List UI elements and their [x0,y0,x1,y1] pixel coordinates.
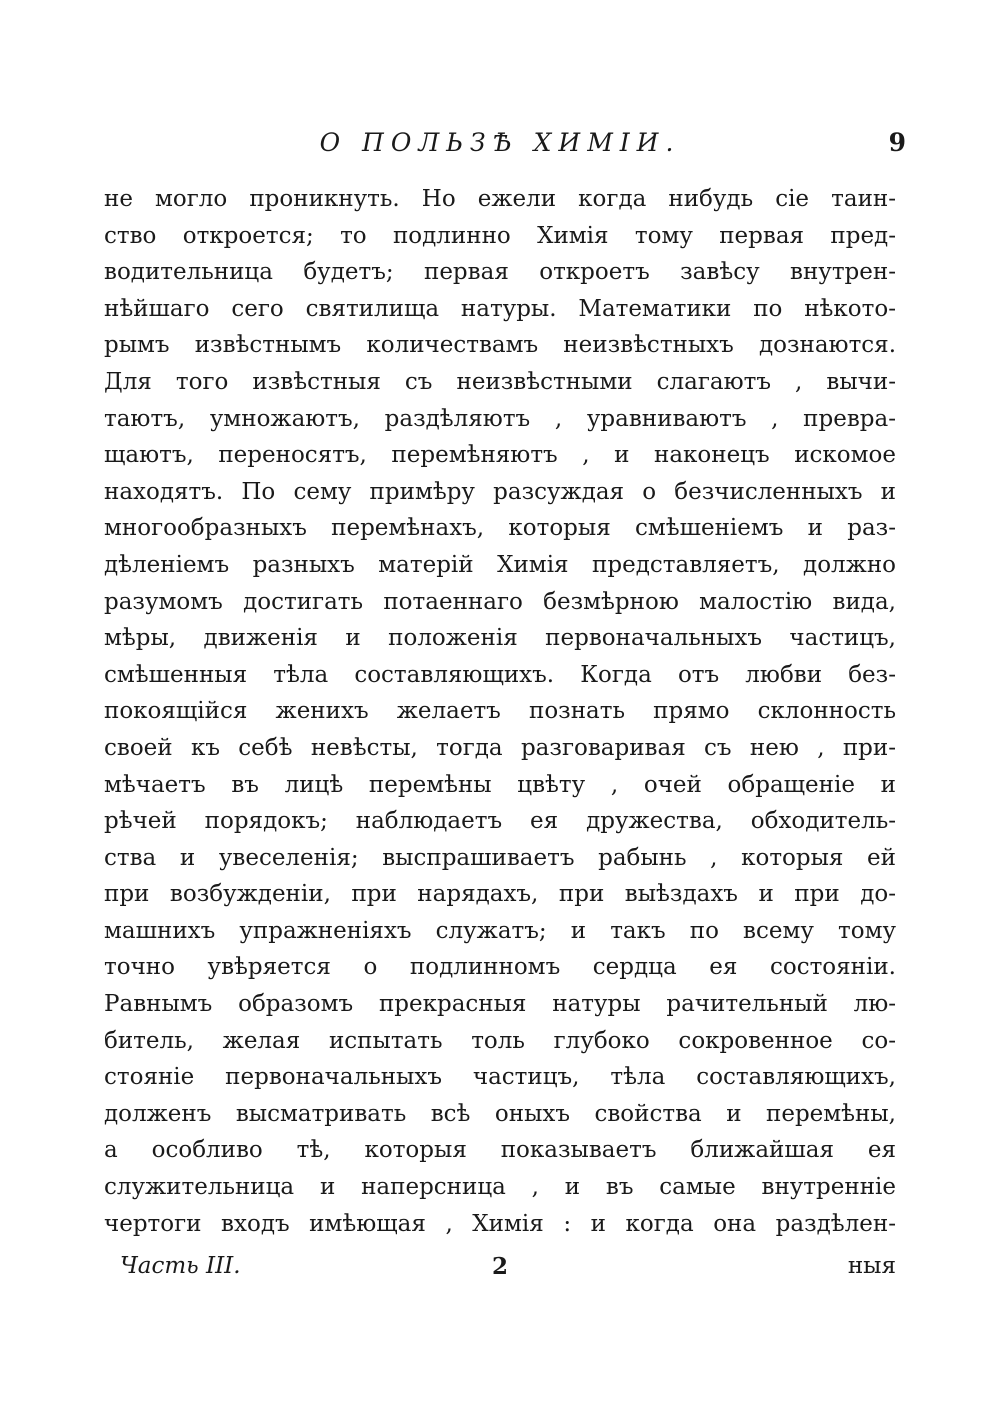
running-head: О ПОЛЬЗѢ ХИМІИ. [319,128,681,157]
text-line: служительница и наперсница , и въ самые внутренніе [104,1174,896,1201]
text-line: а особливо тѣ, которыя показываетъ ближайшая ея [104,1137,896,1164]
text-line: покоящійся женихъ желаетъ познать прямо склонность [104,698,896,725]
text-line: Для того извѣстныя съ неизвѣстными слагаютъ , вычи- [104,368,896,395]
page-number: 9 [888,128,906,157]
text-line: битель, желая испытать толь глубоко сокровенное со- [104,1027,896,1054]
text-line: находятъ. По сему примѣру разсуждая о безчисленныхъ и [104,478,896,505]
text-line: щаютъ, переносятъ, перемѣняютъ , и наконецъ искомое [104,442,896,469]
text-line: нѣйшаго сего святилища натуры. Математики по нѣкото- [104,295,896,322]
text-line: Равнымъ образомъ прекрасныя натуры рачительный лю- [104,991,896,1018]
text-line: мѣчаетъ въ лицѣ перемѣны цвѣту , очей обращеніе и [104,771,896,798]
body-text [104,181,896,1242]
volume-signature: Часть III. [120,1253,241,1279]
text-line: при возбужденіи, при нарядахъ, при выѣздахъ и при до- [104,881,896,908]
text-line: своей къ себѣ невѣсты, тогда разговаривая съ нею , при- [104,734,896,761]
text-line: стояніе первоначальныхъ частицъ, тѣла составляющихъ, [104,1064,896,1091]
text-line: машнихъ упражненіяхъ служатъ; и такъ по всему тому [104,917,896,944]
text-line: не могло проникнуть. Но ежели когда нибудь сіе таин- [104,186,896,212]
text-line: водительница будетъ; первая откроетъ завѣсу внутрен- [104,259,896,286]
text-line: разумомъ достигать потаеннаго безмѣрною малостію вида, [104,588,896,615]
page-header [100,128,906,168]
text-line: мѣры, движенія и положенія первоначальныхъ частицъ, [104,625,896,652]
text-line: рымъ извѣстнымъ количествамъ неизвѣстныхъ дознаются. [104,332,896,359]
text-line: точно увѣряется о подлинномъ сердца ея состояніи. [104,954,896,981]
catchword: ныя [847,1253,896,1279]
text-line: многообразныхъ перемѣнахъ, которыя смѣшеніемъ и раз- [104,515,896,542]
text-line: ства и увеселенія; выспрашиваетъ рабынь , которыя ей [104,844,896,871]
text-line: рѣчей порядокъ; наблюдаетъ ея дружества, обходитель- [104,808,896,835]
text-line: таютъ, умножаютъ, раздѣляютъ , уравниваютъ , превра- [104,405,896,432]
signature-mark: 2 [492,1253,509,1280]
text-line: долженъ высматривать всѣ оныхъ свойства и перемѣны, [104,1100,896,1127]
text-line: дѣленіемъ разныхъ матерій Химія представляетъ, должно [104,551,896,578]
page-footer [120,1253,896,1289]
text-line: чертоги входъ имѣющая , Химія : и когда она раздѣлен- [104,1210,896,1237]
text-line: смѣшенныя тѣла составляющихъ. Когда отъ любви без- [104,661,896,688]
text-line: ство откроется; то подлинно Химія тому первая пред- [104,222,896,249]
